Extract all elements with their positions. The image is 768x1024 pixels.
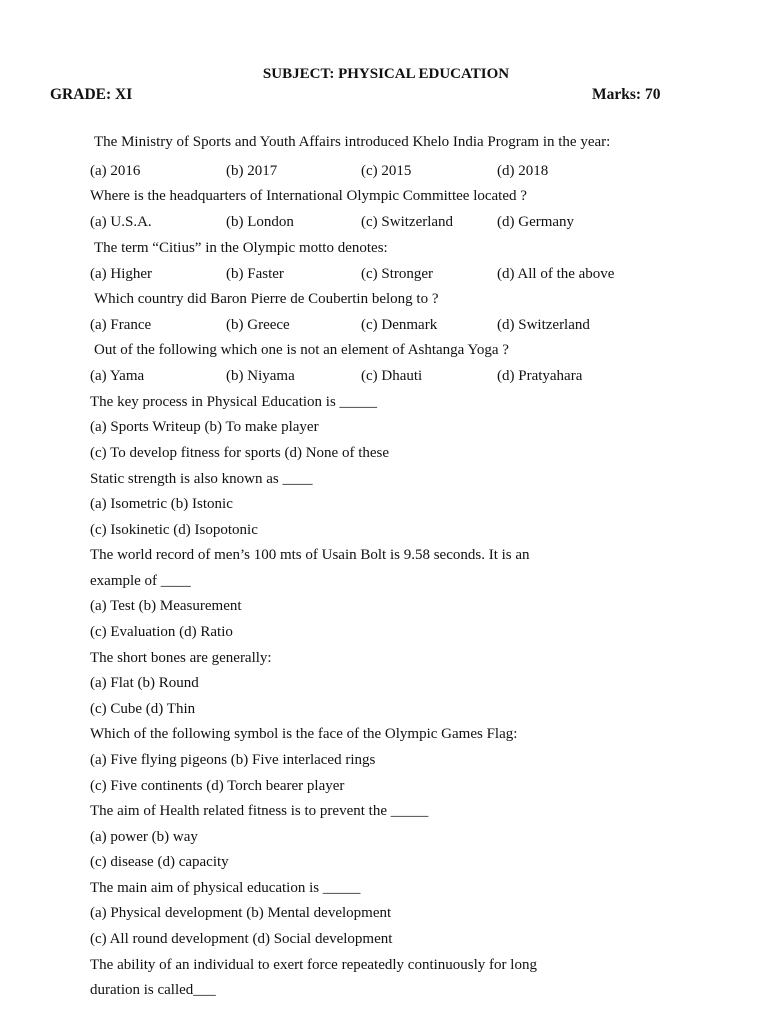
question-text: The term “Citius” in the Olympic motto denotes:	[94, 240, 388, 256]
options-line: (a) Flat (b) Round	[90, 675, 199, 691]
option-c: (c) Denmark	[361, 317, 438, 333]
question-text-continued: duration is called___	[90, 982, 216, 998]
subject-heading: SUBJECT: PHYSICAL EDUCATION	[262, 66, 510, 82]
question-text: Which of the following symbol is the face of the Olympic Games Flag:	[90, 726, 518, 742]
option-b: (b) Greece	[226, 317, 290, 333]
question-text: The ability of an individual to exert force repeatedly continuously for long	[90, 957, 537, 973]
option-b: (b) 2017	[226, 163, 278, 179]
options-line: (a) power (b) way	[90, 829, 198, 845]
option-c: (c) Stronger	[361, 266, 434, 282]
options-line: (a) Five flying pigeons (b) Five interlaced rings	[90, 752, 376, 768]
options-line: (a) Sports Writeup (b) To make player	[90, 419, 319, 435]
option-d: (d) 2018	[497, 163, 549, 179]
option-b: (b) Niyama	[226, 368, 295, 384]
question-text: The world record of men’s 100 mts of Usain Bolt is 9.58 seconds. It is an	[90, 547, 530, 563]
option-d: (d) Pratyahara	[497, 368, 583, 384]
question-text-continued: example of ____	[90, 573, 191, 589]
question-text: The main aim of physical education is _____	[90, 880, 361, 896]
question-text: Which country did Baron Pierre de Coubertin belong to ?	[94, 291, 439, 307]
options-line: (a) Test (b) Measurement	[90, 598, 242, 614]
question-text: Static strength is also known as ____	[90, 471, 313, 487]
question-text: The short bones are generally:	[90, 650, 272, 666]
option-c: (c) Dhauti	[361, 368, 423, 384]
options-line: (c) disease (d) capacity	[90, 854, 229, 870]
option-a: (a) U.S.A.	[90, 214, 152, 230]
option-a: (a) France	[90, 317, 152, 333]
options-line: (c) Isokinetic (d) Isopotonic	[90, 522, 258, 538]
options-line: (a) Isometric (b) Istonic	[90, 496, 233, 512]
option-d: (d) All of the above	[497, 266, 615, 282]
option-c: (c) Switzerland	[361, 214, 454, 230]
question-text: The aim of Health related fitness is to prevent the _____	[90, 803, 429, 819]
marks-label: Marks: 70	[592, 86, 661, 103]
option-d: (d) Switzerland	[497, 317, 590, 333]
option-c: (c) 2015	[361, 163, 412, 179]
question-text: The Ministry of Sports and Youth Affairs introduced Khelo India Program in the year:	[94, 134, 611, 150]
question-text: Out of the following which one is not an element of Ashtanga Yoga ?	[94, 342, 509, 358]
option-a: (a) Yama	[90, 368, 145, 384]
options-line: (a) Physical development (b) Mental development	[90, 905, 392, 921]
options-line: (c) All round development (d) Social development	[90, 931, 393, 947]
option-b: (b) Faster	[226, 266, 284, 282]
question-text: The key process in Physical Education is _____	[90, 394, 378, 410]
options-line: (c) Evaluation (d) Ratio	[90, 624, 233, 640]
option-b: (b) London	[226, 214, 294, 230]
option-a: (a) 2016	[90, 163, 141, 179]
options-line: (c) Cube (d) Thin	[90, 701, 196, 717]
options-line: (c) Five continents (d) Torch bearer player	[90, 778, 345, 794]
question-text: Where is the headquarters of International Olympic Committee located ?	[90, 188, 527, 204]
options-line: (c) To develop fitness for sports (d) None of these	[90, 445, 390, 461]
option-a: (a) Higher	[90, 266, 153, 282]
option-d: (d) Germany	[497, 214, 575, 230]
grade-label: GRADE: XI	[50, 86, 133, 103]
